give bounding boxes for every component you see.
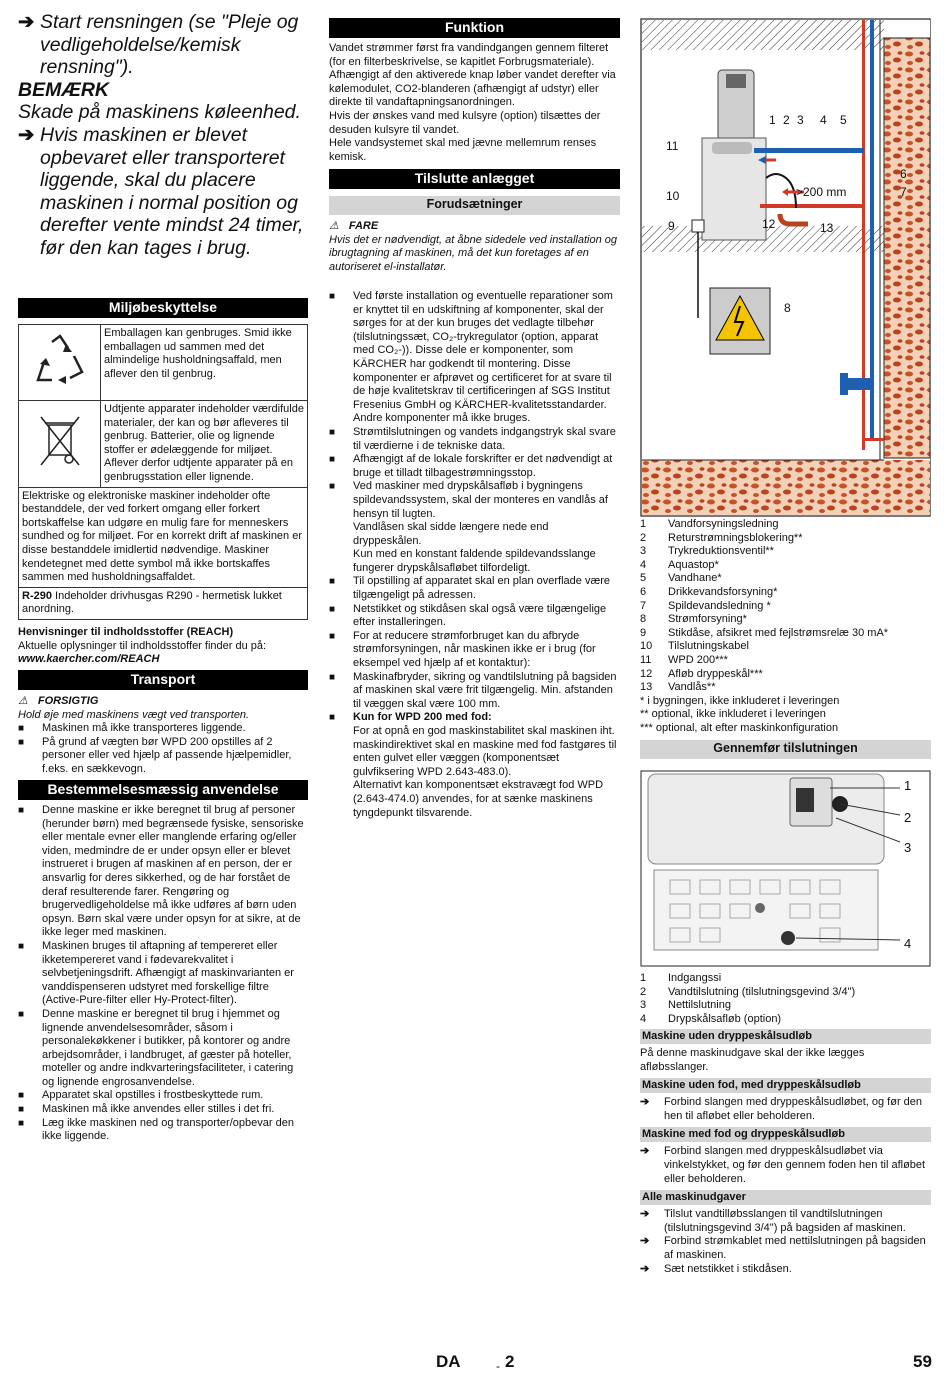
list-item: ■ Maskinen må ikke transporteres liggende. xyxy=(18,722,246,735)
bullet-icon: ■ xyxy=(18,736,25,748)
list-item: ■ Til opstilling af apparatet skal en plan overflade være tilgængeligt på adressen. xyxy=(329,575,611,602)
diagram-label-3: 3 xyxy=(797,113,804,127)
bullet-icon: ■ xyxy=(329,426,336,438)
footnote: ** optional, ikke inkluderet i leveringen xyxy=(640,708,826,721)
danger-text: Hvis det er nødvendigt, at åbne sidedele ved installation og ibrugtagning af maskinen, må det kun foretages af en autoriseret el-installatør. xyxy=(329,233,618,273)
diagram-label-9: 9 xyxy=(668,219,675,233)
diagram-label-11: 11 xyxy=(666,139,679,153)
step-item: ➔ Tilslut vandtilløbsslangen til vandtilslutningen (tilslutningsgevind 3/4") på bagsiden af maskinen. xyxy=(640,1208,906,1234)
legend-item: 4 Aquastop* xyxy=(640,558,719,571)
step-item: ➔ Forbind slangen med dryppeskålsudløbet, og før den hen til afløbet eller beholderen. xyxy=(640,1096,923,1122)
crossed-bin-icon xyxy=(19,401,101,488)
legend-item: 3 Trykreduktionsventil** xyxy=(640,545,774,558)
env-text-electronics: Elektriske og elektroniske maskiner indeholder ofte bestanddele, der ved forkert omgang eller forkert bortskaffelse kan udgøre en mulig fare for menneskers sundhed og for miljøet. For en korrekt drift af maskinen er disse bestanddele imidlertid nødvendige. Maskiner kendetegnet med dette symbol må ikke bortskaffes sammen med husholdningsaffaldet. xyxy=(19,487,308,587)
list-item: ■ Maskinafbryder, sikring og vandtilslutning på bagsiden af maskinen skal være frit tilgængelig. Min. afstanden til væggen skal være 100 mm. xyxy=(329,670,617,710)
section-environment: Miljøbeskyttelse xyxy=(18,298,308,318)
diagram-label-2: 2 xyxy=(783,113,790,127)
diagram-label-10: 10 xyxy=(666,189,680,203)
heading-no-foot-with-outlet: Maskine uden fod, med dryppeskålsudløb xyxy=(640,1078,931,1093)
bullet-icon: ■ xyxy=(18,723,25,735)
reach-heading: Henvisninger til indholdsstoffer (REACH) xyxy=(18,626,234,638)
footer-language: DA xyxy=(436,1352,461,1371)
function-text-3: Hele vandsystemet skal med jævne mellemrum renses kemisk. xyxy=(329,137,597,163)
arrow-icon: ➔ xyxy=(640,1262,650,1275)
photo-label-4: 4 xyxy=(904,936,912,951)
bullet-icon: ■ xyxy=(329,481,336,493)
legend-item: 4 Drypskålsafløb (option) xyxy=(640,1012,782,1025)
section-transport: Transport xyxy=(18,670,308,690)
list-item: ■ Afhængigt af de lokale forskrifter er det nødvendigt at bruge et tilladt tilbagestrømningsstop. xyxy=(329,453,613,479)
legend-item: 5 Vandhane* xyxy=(640,572,722,585)
bullet-icon: ■ xyxy=(18,940,25,952)
footer-page-total: 59 xyxy=(913,1352,932,1371)
photo-label-3: 3 xyxy=(904,840,912,855)
bullet-icon: ■ xyxy=(18,1104,25,1116)
subsection-prerequisites: Forudsætninger xyxy=(329,196,620,215)
step-item: ➔ Forbind strømkablet med nettilslutningen på bagsiden af maskinen. xyxy=(640,1235,926,1261)
arrow-icon: ➔ xyxy=(640,1208,650,1221)
list-item: ■ Denne maskine er ikke beregnet til brug af personer (herunder børn) med begrænsede fysiske, sensoriske eller mentale evner eller manglende erfaring og/eller viden, medmindre de er under opsyn eller er blevet instrueret i brugen af maskinen af en person, der er ansvarlig for deres sikkerhed, og de har forstået de deraf resulterende farer. Rengøring og brugervedligeholdelse må ikke udføres af børn uden opsyn. Børn skal være under opsyn for at sikre, at de ikke leger med maskinen. xyxy=(18,804,304,939)
list-item: ■ På grund af vægten bør WPD 200 opstilles af 2 personer eller ved hjælp af passende hjælpemidler, f.eks. en sækkevogn. xyxy=(18,735,292,775)
reach-text: Aktuelle oplysninger til indholdsstoffer finder du på: xyxy=(18,639,267,652)
function-text: Vandet strømmer først fra vandindgangen gennem filteret (for en filterbeskrivelse, se kapitlet Forbrugsmateriale). Afhængigt af den aktiverede knap løber vandet derefter via kølemodulet, CO2-blanderen (afhængigt af udstyr) eller direkte til vandaftapningsanordningen. xyxy=(329,42,616,109)
step-item: ➔ Sæt netstikket i stikdåsen. xyxy=(640,1262,792,1275)
warning-triangle-icon: ⚠ xyxy=(18,695,28,707)
section-connect: Tilslutte anlægget xyxy=(329,169,620,189)
list-item: ■ Læg ikke maskinen ned og transporter/opbevar den ikke liggende. xyxy=(18,1116,294,1143)
bullet-icon: ■ xyxy=(329,630,336,642)
bullet-icon: ■ xyxy=(18,805,25,816)
list-item: ■ Ved første installation og eventuelle reparationer som er knyttet til en udskiftning af komponenter, skal der sørges for at der kun bruges det vedlagte tilbehør (tilslutningssæt, CO₂-trykregulator (option, apparat med CO₂-)). Disse dele er komponenter, som KÄRCHER har godkendt til montering. Disse komponenter er afprøvet og certificeret for at svare til de høje kvalitetskrav til certificeringen af SGS Institut Fresenius GmbH og KÄRCHER-kvalitetsstandarder. Andre komponenter må ikke bruges. xyxy=(329,290,613,425)
arrow-icon: ➔ xyxy=(640,1145,650,1158)
function-text-2: Hvis der ønskes vand med kulsyre (option) tilsættes der desuden kulsyre til vandet. xyxy=(329,109,601,136)
bullet-icon: ■ xyxy=(329,454,336,466)
caution-text: Hold øje med maskinens vægt ved transporten. xyxy=(18,708,250,721)
text-no-drip-tray-outlet: På denne maskinudgave skal der ikke lægges afløbsslanger. xyxy=(640,1047,865,1073)
list-item: ■ Denne maskine er beregnet til brug i hjemmet og lignende anvendelsesområder, såsom i personalekøkkener i butikker, på kontorer og andre arbejdsområder, i landbruget, af gæster på hoteller, moteller og andre indkvarteringsfaciliteter, i catering og lignende engrosanvendelse. xyxy=(18,1007,294,1088)
diagram-label-12: 12 xyxy=(762,217,776,231)
legend-item: 11 WPD 200*** xyxy=(640,653,728,666)
section-intended-use: Bestemmelsesmæssig anvendelse xyxy=(18,780,308,800)
env-text-r290 xyxy=(19,587,308,619)
legend-item: 12 Afløb dryppeskål*** xyxy=(640,667,763,680)
list-item: ■ For at reducere strømforbruget kan du afbryde strømforsyningen, når maskinen ikke er i brug (for eksempel ved hjælp af et kontaktur): xyxy=(329,629,596,670)
diagram-label-8: 8 xyxy=(784,301,791,315)
footer-page-number: 2 xyxy=(505,1352,515,1371)
machine-back-photo xyxy=(640,770,931,967)
diagram-label-4: 4 xyxy=(820,113,827,127)
diagram-label-13: 13 xyxy=(820,221,834,235)
diagram-label-7: 7 xyxy=(900,185,907,199)
photo-legend xyxy=(640,972,931,1026)
footnote: * i bygningen, ikke inkluderet i leveringen xyxy=(640,694,840,707)
legend-item: 2 Returstrømningsblokering** xyxy=(640,531,803,544)
legend-item: 3 Nettilslutning xyxy=(640,999,731,1012)
legend-item: 10 Tilslutningskabel xyxy=(640,640,749,653)
recycle-icon xyxy=(19,325,101,401)
diagram-label-5: 5 xyxy=(840,113,847,127)
bullet-icon: ■ xyxy=(329,603,336,615)
diagram-legend xyxy=(640,518,931,736)
footnote: *** optional, alt efter maskinkonfiguration xyxy=(640,721,839,734)
legend-item: 1 Indgangssi xyxy=(640,972,722,984)
caution-heading xyxy=(18,695,308,709)
list-item: ■ Maskinen må ikke anvendes eller stilles i det fri. xyxy=(18,1103,275,1116)
note-heading: BEMÆRK xyxy=(18,78,109,101)
bullet-icon: ■ xyxy=(329,712,336,724)
list-item: ■ Strømtilslutningen og vandets indgangstryk skal svare til værdierne i de tekniske data. xyxy=(329,425,616,452)
list-item: ■ Maskinen bruges til aftapning af tempereret eller ikketempereret vand i fødevarekvalitet i selvbetjeningsdrift. Afhængigt af maskinvarianten er vanddispenseren udstyret med forskellige filtre (Active-Pure-filter eller Hy-Protect-filter). xyxy=(18,939,294,1007)
list-item: ■ Ved maskiner med drypskålsafløb i bygningens spildevandssystem, skal der monteres en vandlås af hensyn til lugten. Vandlåsen skal sidde længere nede end dryppeskålen. Kun med en konstant faldende spildevandsslange fungerer drypskålsafløbet tilfordeligt. xyxy=(329,480,608,574)
heading-all-variants: Alle maskinudgaver xyxy=(640,1190,931,1205)
step-item: ➔ Forbind slangen med dryppeskålsudløbet via vinkelstykket, og før den gennem foden hen til afløbet eller beholderen. xyxy=(640,1145,926,1185)
legend-item: 6 Drikkevandsforsyning* xyxy=(640,585,778,598)
heading-no-drip-tray-outlet: Maskine uden dryppeskålsudløb xyxy=(640,1029,931,1044)
arrow-step: ➔ Start rensningen (se "Pleje og vedligeholdelse/kemisk rensning"). xyxy=(18,11,308,79)
diagram-label-1: 1 xyxy=(769,113,776,127)
list-item: ■ Kun for WPD 200 med fod: For at opnå en god maskinstabilitet skal maskinen iht. maskindirektivet skal en maskine med fod fastgøres til enten gulvet eller væggen (komponentsæt gulvfiksering WPD 2.643-483.0). Alternativt kan komponentsæt ekstravægt fod WPD (2.643-474.0) anvendes, for at sænke maskinens tyngdepunkt tilsvarende. xyxy=(329,711,617,819)
bullet-icon: ■ xyxy=(18,1008,25,1020)
arrow-icon: ➔ xyxy=(640,1096,650,1109)
danger-label: FARE xyxy=(348,220,379,232)
bullet-icon: ■ xyxy=(329,291,336,302)
section-function: Funktion xyxy=(329,18,620,38)
legend-item: 9 Stikdåse, afsikret med fejlstrømsrelæ 30 mA* xyxy=(640,626,889,639)
env-text-packaging: Emballagen kan genbruges. Smid ikke emballagen ud sammen med det almindelige husholdningsaffald, men aflever den til genbrug. xyxy=(101,325,308,401)
bullet-icon: ■ xyxy=(329,576,336,588)
environment-table xyxy=(18,324,308,620)
legend-item: 8 Strømforsyning* xyxy=(640,613,747,626)
list-item: ■ Netstikket og stikdåsen skal også være tilgængelige efter installeringen. xyxy=(329,602,607,629)
warning-triangle-icon: ⚠ xyxy=(329,220,339,232)
subsection-connection: Gennemfør tilslutningen xyxy=(640,740,931,759)
reach-url: www.kaercher.com/REACH xyxy=(18,653,160,666)
r290-text: Indeholder drivhusgas R290 - hermetisk lukket anordning. xyxy=(22,589,282,616)
list-item: ■ Apparatet skal opstilles i frostbeskyttede rum. xyxy=(18,1089,264,1102)
caution-label: FORSIGTIG xyxy=(37,695,99,707)
diagram-label-6: 6 xyxy=(900,167,907,181)
photo-label-2: 2 xyxy=(904,810,912,825)
photo-label-1: 1 xyxy=(904,778,912,793)
heading-with-foot-and-outlet: Maskine med fod og dryppeskålsudløb xyxy=(640,1127,931,1142)
env-text-devices: Udtjente apparater indeholder værdifulde materialer, der kan og bør afleveres til genbrug. Batterier, olie og lignende stoffer er ødelæggende for miljøet. Aflever derfor udtjente apparater på en genbrugsstation eller lignende. xyxy=(101,401,308,488)
bullet-icon: ■ xyxy=(18,1090,25,1102)
step-text: Hvis maskinen er blevet opbevaret eller transporteret liggende, skal du placere maskinen i normal position og derefter vente mindst 24 timer, før den kan tages i brug. xyxy=(40,123,304,259)
note-text: Skade på maskinens køleenhed. xyxy=(18,101,301,124)
footer-page-separator: - xyxy=(496,1359,500,1373)
legend-item: 1 Vandforsyningsledning xyxy=(640,518,779,530)
installation-diagram xyxy=(640,18,931,518)
danger-heading xyxy=(329,220,620,234)
bullet-icon: ■ xyxy=(18,1117,25,1129)
diagram-distance-label: >200 mm xyxy=(796,185,847,199)
legend-item: 7 Spildevandsledning * xyxy=(640,599,771,612)
bullet-icon: ■ xyxy=(329,671,336,683)
legend-item: 2 Vandtilslutning (tilslutningsgevind 3/4") xyxy=(640,985,856,998)
arrow-icon: ➔ xyxy=(640,1235,650,1248)
legend-item: 13 Vandlås** xyxy=(640,681,716,694)
r290-code: R-290 xyxy=(22,589,52,602)
step-text: Start rensningen (se "Pleje og vedligeholdelse/kemisk rensning"). xyxy=(40,11,299,79)
arrow-step: ➔ Hvis maskinen er blevet opbevaret eller transporteret liggende, skal du placere maskinen i normal position og derefter vente mindst 24 timer, før den kan tages i brug. xyxy=(18,124,308,260)
